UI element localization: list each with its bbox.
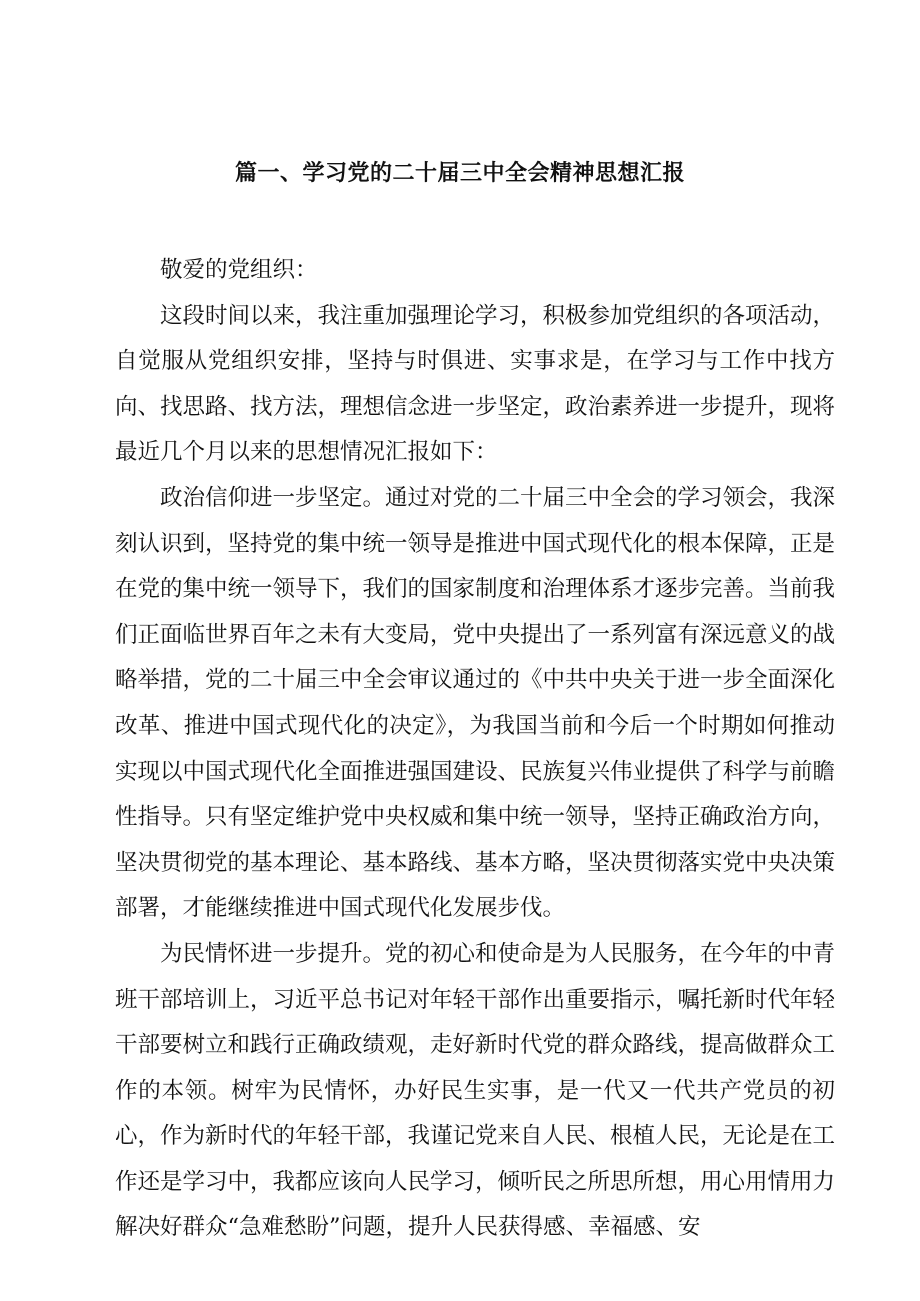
salutation: 敬爱的党组织：: [160, 257, 318, 283]
paragraph-people-sentiment: 为民情怀进一步提升。党的初心和使命是为人民服务，在今年的中青班干部培训上，习近平总书记对年轻干部作出重要指示，嘱托新时代年轻干部要树立和践行正确政绩观，走好新时代党的群众路线，提高做群众工作的本领。树牢为民情怀，办好民生实事，是一代又一代共产党员的初心，作为新时代的年轻干部，我谨记党来自人民、根植人民，无论是在工作还是学习中，我都应该向人民学习，倾听民之所思所想，用心用情用力解决好群众“急难愁盼”问题，提升人民获得感、幸福感、安: [115, 940, 836, 1241]
document-title: 篇一、学习党的二十届三中全会精神思想汇报: [234, 161, 685, 186]
paragraph-intro: 这段时间以来，我注重加强理论学习，积极参加党组织的各项活动，自觉服从党组织安排，坚持与时俱进、实事求是，在学习与工作中找方向、找思路、找方法，理想信念进一步坚定，政治素养进一步提升，现将最近几个月以来的思想情况汇报如下：: [115, 302, 836, 466]
paragraph-political-belief: 政治信仰进一步坚定。通过对党的二十届三中全会的学习领会，我深刻认识到，坚持党的集中统一领导是推进中国式现代化的根本保障，正是在党的集中统一领导下，我们的国家制度和治理体系才逐步完善。当前我们正面临世界百年之未有大变局，党中央提出了一系列富有深远意义的战略举措，党的二十届三中全会审议通过的《中共中央关于进一步全面深化改革、推进中国式现代化的决定》，为我国当前和今后一个时期如何推动实现以中国式现代化全面推进强国建设、民族复兴伟业提供了科学与前瞻性指导。只有坚定维护党中央权威和集中统一领导，坚持正确政治方向，坚决贯彻党的基本理论、基本路线、基本方略，坚决贯彻落实党中央决策部署，才能继续推进中国式现代化发展步伐。: [115, 484, 836, 922]
document-body: [115, 248, 835, 1251]
